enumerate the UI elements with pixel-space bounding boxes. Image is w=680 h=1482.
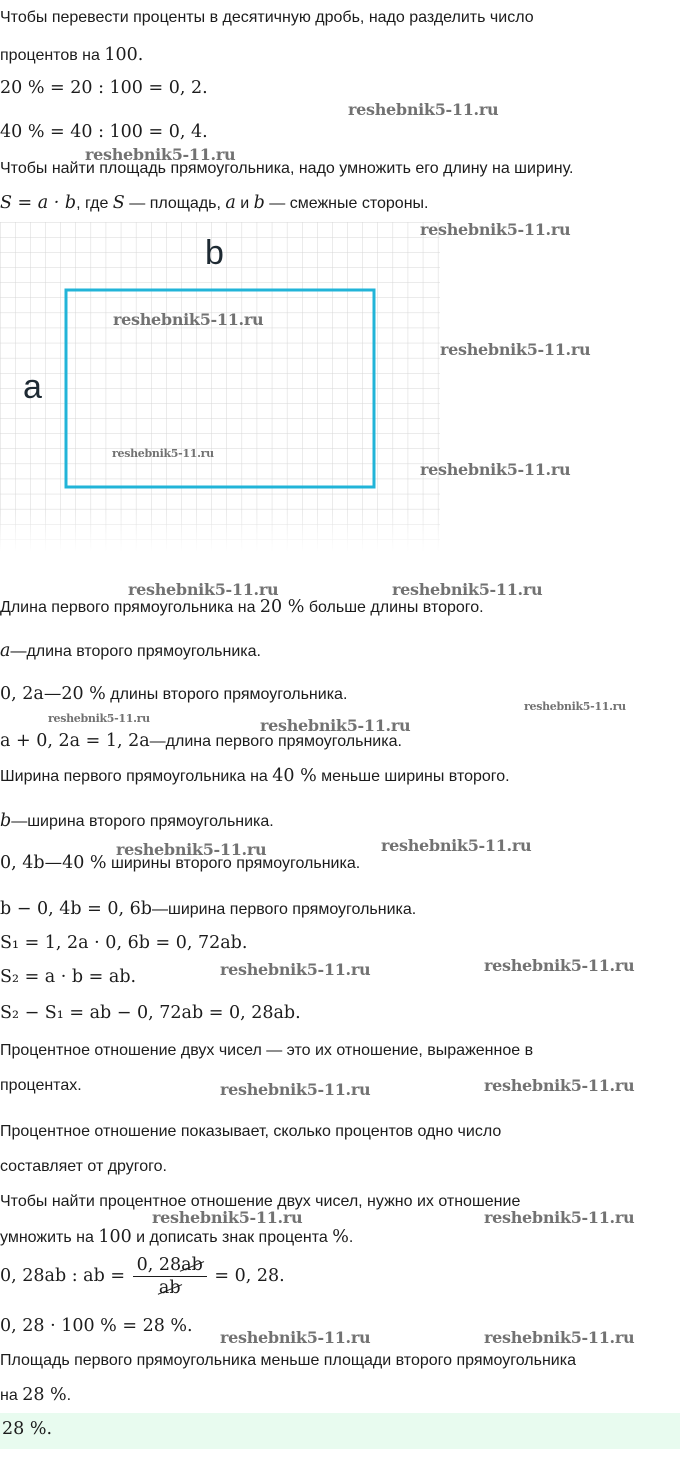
formula-line: S = a · b, где S — площадь, a и b — смежные стороны. [0, 193, 429, 213]
text-line: Чтобы перевести проценты в десятичную дробь, надо разделить число [0, 9, 534, 26]
formula-line: S₂ − S₁ = ab − 0, 72ab = 0, 28ab. [0, 1003, 301, 1023]
text-line: a—длина второго прямоугольника. [0, 641, 261, 661]
text-line: на 28 %. [0, 1385, 72, 1405]
watermark: reshebnik5-11.ru [112, 447, 214, 460]
watermark: reshebnik5-11.ru [85, 145, 236, 164]
watermark: reshebnik5-11.ru [484, 956, 635, 975]
watermark: reshebnik5-11.ru [440, 340, 591, 359]
watermark: reshebnik5-11.ru [381, 836, 532, 855]
text-line: процентов на 100. [0, 45, 144, 65]
text-line: b − 0, 4b = 0, 6b—ширина первого прямоугольника. [0, 899, 417, 919]
watermark: reshebnik5-11.ru [220, 1080, 371, 1099]
label-a: a [23, 368, 42, 406]
fraction-line: 0, 28ab : ab = $\frac{0, 28ab}{ab}$ = 0, 28. [0, 1255, 285, 1298]
watermark: reshebnik5-11.ru [128, 580, 279, 599]
text-line: Чтобы найти процентное отношение двух чисел, нужно их отношение [0, 1193, 521, 1210]
watermark: reshebnik5-11.ru [116, 840, 267, 859]
formula-line: S₁ = 1, 2a · 0, 6b = 0, 72ab. [0, 933, 248, 953]
watermark: reshebnik5-11.ru [484, 1328, 635, 1347]
fraction: $\frac{0, 28ab}{ab}$ [133, 1254, 207, 1299]
watermark: reshebnik5-11.ru [113, 310, 264, 329]
text-line: 0, 4b—40 % ширины второго прямоугольника. [0, 853, 361, 873]
watermark: reshebnik5-11.ru [420, 460, 571, 479]
text-line: Процентное отношение показывает, сколько процентов одно число [0, 1123, 502, 1140]
answer-text: 28 %. [2, 1419, 53, 1439]
text-line: умножить на 100 и дописать знак процента %. [0, 1227, 354, 1247]
formula-line: S₂ = a · b = ab. [0, 967, 137, 987]
watermark: reshebnik5-11.ru [220, 1328, 371, 1347]
watermark: reshebnik5-11.ru [484, 1076, 635, 1095]
text-line: процентах. [0, 1077, 82, 1094]
watermark: reshebnik5-11.ru [524, 700, 626, 713]
watermark: reshebnik5-11.ru [220, 960, 371, 979]
watermark: reshebnik5-11.ru [48, 712, 150, 725]
formula-line: 0, 28 · 100 % = 28 %. [0, 1316, 193, 1336]
label-b: b [205, 234, 224, 272]
watermark: reshebnik5-11.ru [484, 1208, 635, 1227]
watermark: reshebnik5-11.ru [420, 220, 571, 239]
text-line: a + 0, 2a = 1, 2a—длина первого прямоугольника. [0, 731, 402, 751]
text-line: Ширина первого прямоугольника на 40 % меньше ширины второго. [0, 766, 510, 786]
grid-figure [0, 222, 440, 552]
watermark: reshebnik5-11.ru [152, 1208, 303, 1227]
text-line: 0, 2a—20 % длины второго прямоугольника. [0, 684, 348, 704]
text-line: b—ширина второго прямоугольника. [0, 811, 274, 831]
watermark: reshebnik5-11.ru [392, 580, 543, 599]
watermark: reshebnik5-11.ru [348, 100, 499, 119]
text-line: Чтобы найти площадь прямоугольника, надо умножить его длину на ширину. [0, 160, 574, 177]
text-line: составляет от другого. [0, 1158, 167, 1175]
formula-line: 20 % = 20 : 100 = 0, 2. [0, 78, 208, 98]
formula-line: 40 % = 40 : 100 = 0, 4. [0, 122, 208, 142]
watermark: reshebnik5-11.ru [260, 716, 411, 735]
text-line: Площадь первого прямоугольника меньше площади второго прямоугольника [0, 1352, 576, 1369]
answer-box [0, 1413, 680, 1449]
text-line: Длина первого прямоугольника на 20 % больше длины второго. [0, 597, 484, 617]
text-line: Процентное отношение двух чисел — это их отношение, выраженное в [0, 1042, 534, 1059]
